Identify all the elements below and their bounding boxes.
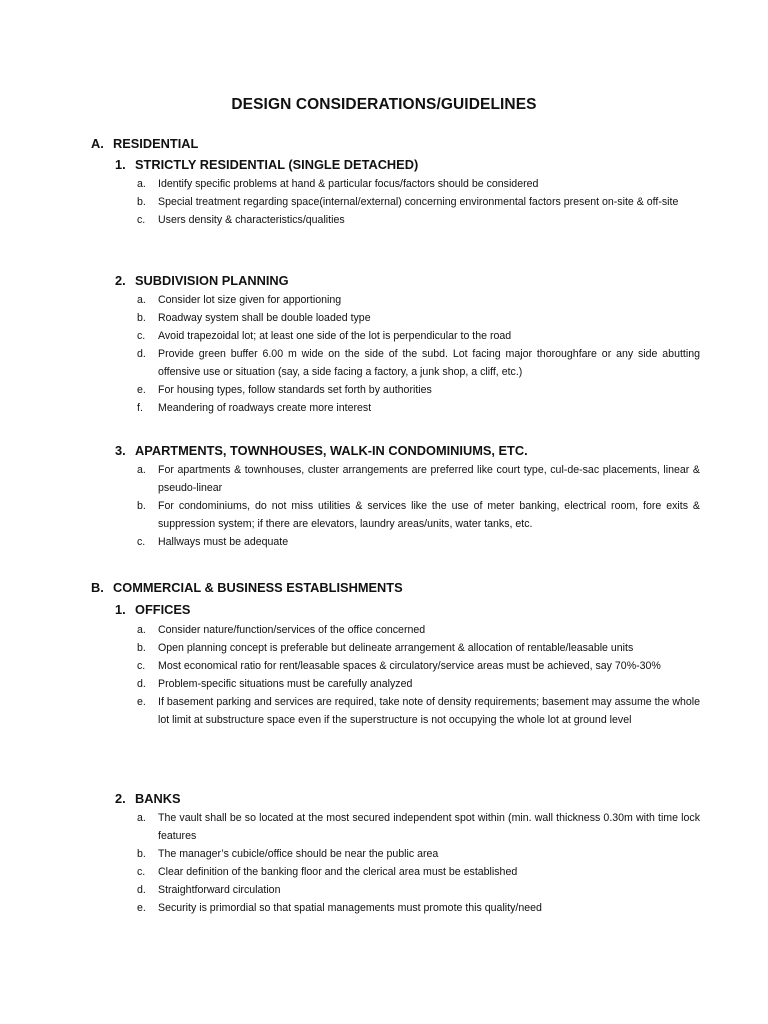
item-label: e. — [137, 384, 146, 396]
section-title: COMMERCIAL & BUSINESS ESTABLISHMENTS — [113, 580, 403, 595]
item-label: d. — [137, 348, 146, 360]
list-item — [137, 693, 700, 729]
item-label: b. — [137, 500, 146, 512]
item-text: For housing types, follow standards set forth by authorities — [158, 384, 432, 396]
item-label: e. — [137, 902, 146, 914]
item-label: e. — [137, 696, 146, 708]
list-item — [137, 399, 700, 417]
section-letter: A. — [91, 136, 104, 151]
list-item — [137, 193, 700, 211]
list-apartments — [137, 461, 700, 551]
subsection-number: 3. — [115, 443, 126, 458]
item-text: Roadway system shall be double loaded type — [158, 312, 371, 324]
item-text: The manager’s cubicle/office should be near the public area — [158, 848, 439, 860]
list-item — [137, 327, 700, 345]
item-text: Users density & characteristics/qualities — [158, 214, 345, 226]
item-label: b. — [137, 312, 146, 324]
item-text: Clear definition of the banking floor and the clerical area must be established — [158, 866, 518, 878]
item-text: Most economical ratio for rent/leasable spaces & circulatory/service areas must be achieved, say 70%-30% — [158, 660, 661, 672]
subsection-title: OFFICES — [135, 602, 191, 617]
subsection-number: 2. — [115, 273, 126, 288]
item-label: a. — [137, 624, 146, 636]
item-label: a. — [137, 294, 146, 306]
list-item — [137, 621, 700, 639]
item-label: b. — [137, 642, 146, 654]
subsection-number: 1. — [115, 157, 126, 172]
list-item — [137, 497, 700, 533]
item-label: c. — [137, 214, 146, 226]
item-text: Straightforward circulation — [158, 884, 281, 896]
item-label: d. — [137, 884, 146, 896]
subsection-number: 1. — [115, 602, 126, 617]
list-item — [137, 863, 700, 881]
section-letter: B. — [91, 580, 104, 595]
item-text: Avoid trapezoidal lot; at least one side of the lot is perpendicular to the road — [158, 330, 512, 342]
list-item — [137, 533, 700, 551]
list-subdivision-planning — [137, 291, 700, 417]
list-item — [137, 809, 700, 845]
subsection-heading-offices — [115, 602, 190, 617]
list-item — [137, 675, 700, 693]
subsection-heading-strictly-residential — [115, 157, 418, 172]
item-text: If basement parking and services are required, take note of density requirements; basement may assume the whole lot limit at substructure space even if the superstructure is not occupying the whole lot at ground level — [158, 696, 700, 726]
item-text: Security is primordial so that spatial managements must promote this quality/need — [158, 902, 542, 914]
list-item — [137, 899, 700, 917]
item-text: Problem-specific situations must be carefully analyzed — [158, 678, 413, 690]
item-text: Hallways must be adequate — [158, 536, 289, 548]
list-item — [137, 345, 700, 381]
item-text: Consider nature/function/services of the office concerned — [158, 624, 426, 636]
item-text: Open planning concept is preferable but delineate arrangement & allocation of rentable/leasable units — [158, 642, 634, 654]
subsection-title: APARTMENTS, TOWNHOUSES, WALK-IN CONDOMINIUMS, ETC. — [135, 443, 528, 458]
subsection-title: STRICTLY RESIDENTIAL (SINGLE DETACHED) — [135, 157, 419, 172]
list-item — [137, 291, 700, 309]
subsection-number: 2. — [115, 791, 126, 806]
list-banks — [137, 809, 700, 917]
item-text: For condominiums, do not miss utilities & services like the use of meter banking, electrical room, fore exits & suppression system; if there are elevators, laundry areas/units, water tanks, etc. — [158, 500, 700, 530]
item-label: f. — [137, 402, 143, 414]
list-strictly-residential — [137, 175, 700, 229]
list-item — [137, 881, 700, 899]
subsection-title: BANKS — [135, 791, 181, 806]
list-item — [137, 309, 700, 327]
item-label: a. — [137, 464, 146, 476]
subsection-title: SUBDIVISION PLANNING — [135, 273, 289, 288]
list-item — [137, 657, 700, 675]
item-text: Provide green buffer 6.00 m wide on the side of the subd. Lot facing major thoroughfare or any side abutting offensive use or situation (say, a side facing a factory, a junk shop, a cliff, etc.) — [158, 348, 700, 378]
list-item — [137, 845, 700, 863]
item-text: Meandering of roadways create more interest — [158, 402, 372, 414]
item-text: For apartments & townhouses, cluster arrangements are preferred like court type, cul-de-sac placements, linear & pseudo-linear — [158, 464, 700, 494]
section-a-heading — [91, 136, 198, 151]
item-label: c. — [137, 330, 146, 342]
list-item — [137, 461, 700, 497]
item-text: Identify specific problems at hand & particular focus/factors should be considered — [158, 178, 539, 190]
list-item — [137, 639, 700, 657]
item-text: The vault shall be so located at the most secured independent spot within (min. wall thickness 0.30m with time lock features — [158, 812, 700, 842]
subsection-heading-apartments — [115, 443, 528, 458]
item-label: b. — [137, 196, 146, 208]
section-title: RESIDENTIAL — [113, 136, 199, 151]
list-item — [137, 175, 700, 193]
subsection-heading-banks — [115, 791, 181, 806]
list-item — [137, 211, 700, 229]
item-text: Special treatment regarding space(internal/external) concerning environmental factors present on-site & off-site — [158, 196, 679, 208]
list-offices — [137, 621, 700, 729]
subsection-heading-subdivision-planning — [115, 273, 289, 288]
document-title: DESIGN CONSIDERATIONS/GUIDELINES — [231, 96, 537, 113]
item-label: c. — [137, 536, 146, 548]
item-label: c. — [137, 660, 146, 672]
item-label: a. — [137, 178, 146, 190]
item-label: a. — [137, 812, 146, 824]
item-label: d. — [137, 678, 146, 690]
item-label: c. — [137, 866, 146, 878]
section-b-heading — [91, 580, 403, 595]
item-label: b. — [137, 848, 146, 860]
item-text: Consider lot size given for apportioning — [158, 294, 342, 306]
list-item — [137, 381, 700, 399]
